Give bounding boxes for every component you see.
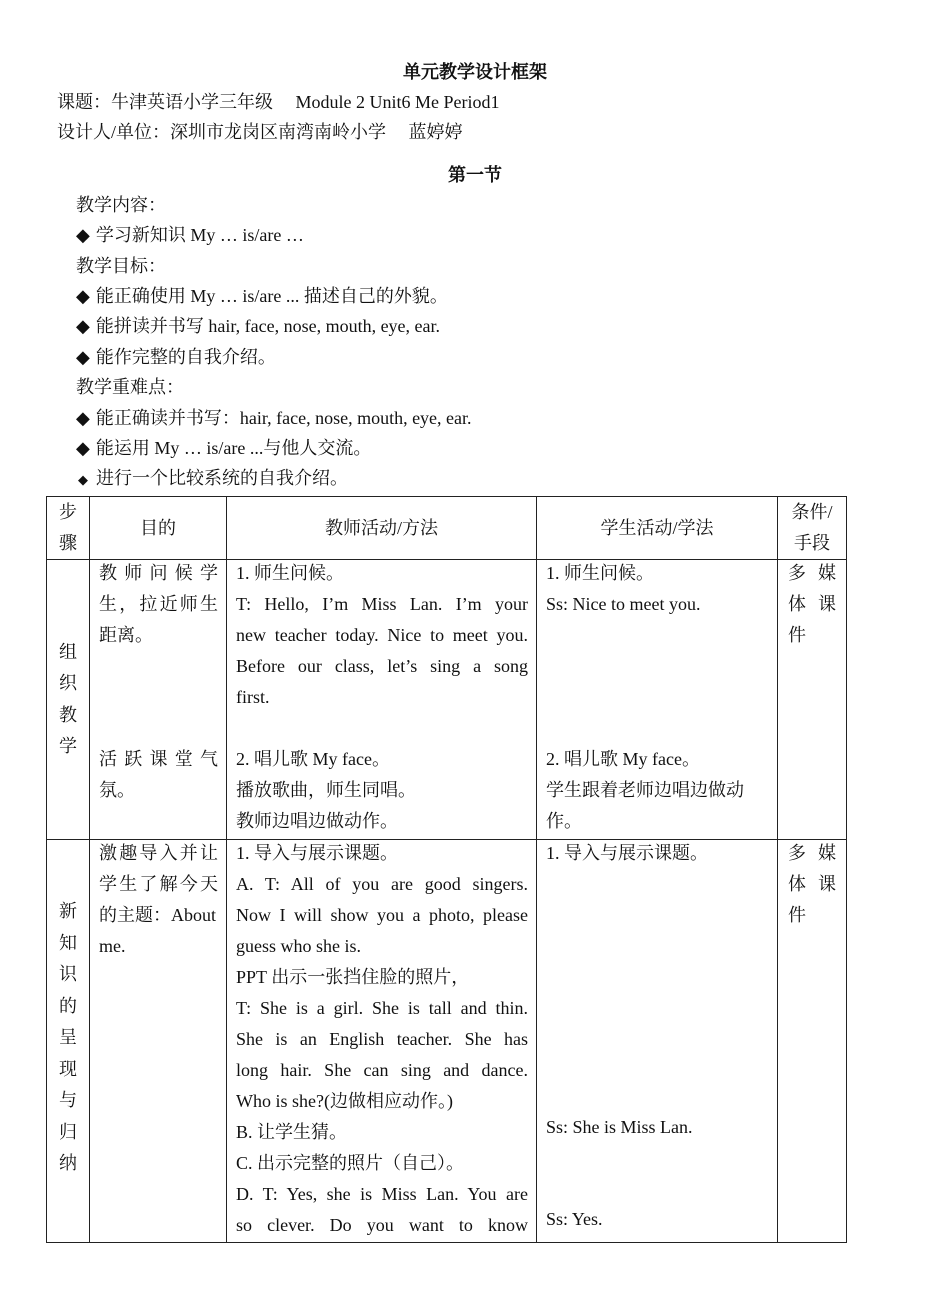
lesson-table — [46, 496, 847, 1243]
means-cell: 多 媒 体 课 件 — [778, 560, 847, 840]
purpose-cell: 教 师 问 候 学 生，拉近师生 距离。 活 跃 课 堂 气 氛。 — [90, 560, 227, 840]
step-cell: 新 知 识 的 呈 现 与 归 纳 — [47, 840, 90, 1243]
goal-item: ◆ 能正确使用 My … is/are ... 描述自己的外貌。 — [76, 286, 448, 306]
student-activity-cell: 1. 导入与展示课题。 Ss: She is Miss Lan. Ss: Yes. — [537, 840, 778, 1243]
diamond-bullet-icon: ◆ — [76, 225, 90, 245]
header-step: 步 骤 — [47, 497, 90, 560]
header-student-activity: 学生活动/学法 — [537, 497, 778, 560]
diamond-bullet-icon: ◆ — [76, 347, 90, 367]
table-row — [47, 840, 847, 1243]
content-heading: 教学内容： — [76, 195, 166, 215]
diamond-bullet-icon: ◆ — [76, 438, 90, 458]
diamond-bullet-icon: ◆ — [76, 408, 90, 428]
step-cell: 组 织 教 学 — [47, 560, 90, 840]
diamond-bullet-icon: ◆ — [78, 472, 88, 487]
key-heading: 教学重难点： — [76, 377, 184, 397]
header-teacher-activity: 教师活动/方法 — [227, 497, 537, 560]
designer-line: 设计人/单位：深圳市龙岗区南湾南岭小学 蓝婷婷 — [57, 122, 463, 142]
table-row — [47, 560, 847, 840]
header-purpose: 目的 — [90, 497, 227, 560]
key-item: ◆ 进行一个比较系统的自我介绍。 — [78, 468, 348, 488]
means-cell: 多 媒 体 课 件 — [778, 840, 847, 1243]
header-means: 条件/ 手段 — [778, 497, 847, 560]
goal-item: ◆ 能拼读并书写 hair, face, nose, mouth, eye, ear. — [76, 316, 441, 336]
goals-heading: 教学目标： — [76, 256, 166, 276]
diamond-bullet-icon: ◆ — [76, 316, 90, 336]
section-title: 第一节 — [448, 165, 502, 185]
document-title: 单元教学设计框架 — [403, 62, 547, 82]
key-item: ◆ 能正确读并书写：hair, face, nose, mouth, eye, ear. — [76, 408, 472, 428]
table-header-row — [47, 497, 847, 560]
course-line: 课题：牛津英语小学三年级 Module 2 Unit6 Me Period1 — [57, 92, 500, 112]
diamond-bullet-icon: ◆ — [76, 286, 90, 306]
teacher-activity-cell: 1. 师生问候。 T: Hello, I’m Miss Lan. I’m your new teacher today. Nice to meet you. Before our class, let’s sing a song first. 2. 唱儿歌 My face。 播放歌曲，师生同唱。 教师边唱边做动作。 — [227, 560, 537, 840]
goal-item: ◆ 能作完整的自我介绍。 — [76, 347, 276, 367]
key-item: ◆ 能运用 My … is/are ...与他人交流。 — [76, 438, 372, 458]
purpose-cell: 激趣导入并让 学生了解今天 的主题：About me. — [90, 840, 227, 1243]
teacher-activity-cell: 1. 导入与展示课题。 A. T: All of you are good singers. Now I will show you a photo, please guess who she is. PPT 出示一张挡住脸的照片， T: She is a girl. She is tall and thin. She is an English teacher. She has long hair. She can sing and dance. Who is she?(边做相应动作。) B. 让学生猜。 C. 出示完整的照片（自己）。 D. T: Yes, she is Miss Lan. You are so clever. Do you want to know — [227, 840, 537, 1243]
content-item: ◆ 学习新知识 My … is/are … — [76, 225, 304, 245]
student-activity-cell: 1. 师生问候。 Ss: Nice to meet you. 2. 唱儿歌 My face。 学生跟着老师边唱边做动 作。 — [537, 560, 778, 840]
